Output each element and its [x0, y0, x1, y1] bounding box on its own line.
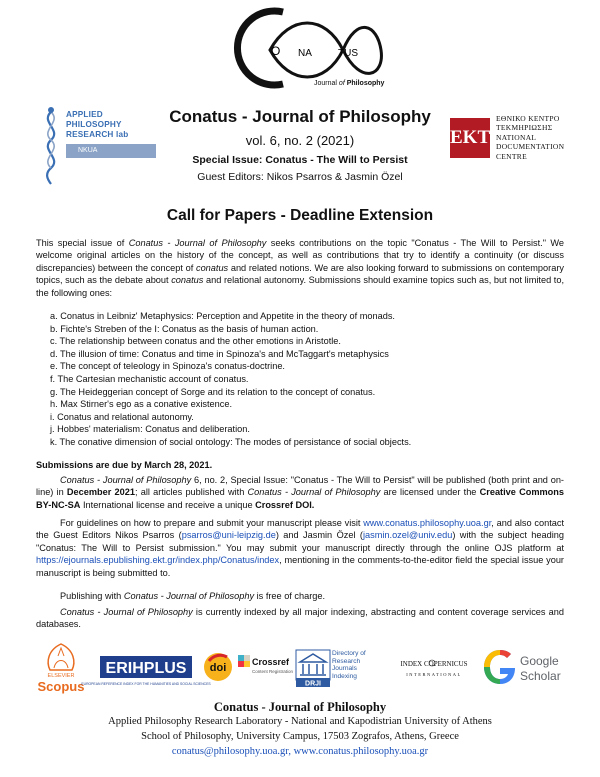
guest-editors: Guest Editors: Nikos Psarros & Jasmin Özel	[197, 171, 403, 183]
list-item: c. The relationship between conatus and the other emotions in Aristotle.	[50, 336, 341, 347]
psarros-email-link[interactable]: psarros@uni-leipzig.de	[181, 530, 276, 541]
erihplus-logo	[81, 640, 211, 694]
journal-title: Conatus - Journal of Philosophy	[169, 107, 431, 126]
doi-crossref-logo	[200, 640, 296, 694]
indexing-notice: Conatus - Journal of Philosophy is currently indexed by all major indexing, abstracting and content coverage services and databases.	[36, 607, 565, 630]
ozel-email-link[interactable]: jasmin.ozel@univ.edu	[362, 530, 453, 541]
list-item: f. The Cartesian mechanistic account of conatus.	[50, 373, 249, 384]
logo-letter-tus: TUS	[338, 48, 358, 59]
svg-text:ELSEVIER: ELSEVIER	[47, 673, 75, 679]
svg-text:INTERNATIONAL: INTERNATIONAL	[406, 672, 462, 677]
svg-text:EUROPEAN REFERENCE INDEX FOR T: EUROPEAN REFERENCE INDEX FOR THE HUMANITIES AND SOCIAL SCIENCES	[81, 682, 211, 686]
svg-text:DRJI: DRJI	[305, 680, 321, 688]
ekt-box: EKT	[450, 118, 490, 158]
call-for-papers-heading: Call for Papers - Deadline Extension	[166, 207, 434, 224]
svg-text:Google: Google	[520, 654, 559, 668]
drji-logo: DRJI Directory of Research Journals Indexing	[294, 640, 384, 694]
footer-contact: conatus@philosophy.uoa.gr, www.conatus.philosophy.uoa.gr	[171, 746, 429, 757]
list-item: g. The Heideggerian concept of Sorge and its relation to the concept of conatus.	[50, 386, 376, 397]
logo-letter-o: O	[271, 44, 281, 58]
index-copernicus-logo	[390, 640, 478, 694]
footer-lab: Applied Philosophy Research Laboratory - National and Kapodistrian University of Athens	[108, 716, 492, 727]
deadline-notice: Submissions are due by March 28, 2021.	[36, 460, 213, 470]
journal-website-link[interactable]: www.conatus.philosophy.uoa.gr	[363, 518, 492, 528]
footer-email-link[interactable]: conatus@philosophy.uoa.gr	[171, 746, 289, 757]
footer-website-link[interactable]: www.conatus.philosophy.uoa.gr	[293, 746, 429, 757]
list-item: b. Fichte's Streben of the I: Conatus as the basis of human action.	[50, 323, 319, 334]
volume-info: vol. 6, no. 2 (2021)	[245, 133, 355, 148]
google-scholar-logo	[482, 640, 568, 694]
svg-text:Crossref: Crossref	[252, 657, 290, 667]
svg-text:Scopus: Scopus	[37, 679, 85, 694]
lab-logo-bar: NKUA	[66, 144, 156, 158]
logo-letter-na: NA	[298, 48, 312, 59]
logo-journal-caption: Journal of Philosophy	[314, 80, 385, 87]
list-item: i. Conatus and relational autonomy.	[50, 411, 194, 422]
free-of-charge-notice: Publishing with Conatus - Journal of Philosophy is free of charge.	[60, 591, 326, 601]
scopus-logo	[36, 640, 86, 694]
guidelines-paragraph: For guidelines on how to prepare and submit your manuscript please visit www.conatus.philosophy.uoa.gr, and also contact the Guest Editors Nikos Psarros (psarros@uni-leipzig.de) and Jasmin Özel (jasmin.ozel@univ.edu) with the subject heading "Conatus: The Will to Persist submission." You may submit your manuscript directly through the online OJS platform at https://ejournals.epublishing.ekt.gr/index.php/Conatus/index, mentioning in the comments-to-the-editor field the special issue your manuscript is being submitted to.	[36, 518, 564, 578]
svg-text:Content Registration: Content Registration	[252, 669, 294, 674]
applied-philosophy-lab-logo: APPLIED PHILOSOPHY RESEARCH lab NKUA	[36, 104, 156, 186]
ojs-platform-link[interactable]: https://ejournals.epublishing.ekt.gr/index.php/Conatus/index	[36, 555, 280, 566]
list-item: k. The conative dimension of social ontology: The modes of persistance of social objects.	[50, 436, 412, 447]
topics-list	[50, 310, 550, 449]
svg-text:doi: doi	[209, 662, 227, 674]
ekt-logo: EKT ΕΘΝΙΚΟ ΚΕΝΤΡΟ ΤΕΚΜΗΡΙΩΣΗΣ NATIONAL DOCUMENTATION CENTRE	[450, 114, 565, 161]
list-item: j. Hobbes' materialism: Conatus and deliberation.	[50, 424, 250, 435]
svg-text:Scholar: Scholar	[520, 669, 561, 683]
footer-address: School of Philosophy, University Campus, 17503 Zografos, Athens, Greece	[141, 731, 459, 742]
list-item: d. The illusion of time: Conatus and time in Spinoza's and McTaggart's metaphysics	[50, 348, 389, 359]
list-item: h. Max Stirner's ego as a conative existence.	[50, 399, 233, 410]
svg-text:ERIHPLUS: ERIHPLUS	[105, 660, 187, 677]
special-issue-title: Special Issue: Conatus - The Will to Persist	[192, 154, 408, 166]
publication-paragraph: Conatus - Journal of Philosophy 6, no. 2, Special Issue: "Conatus - The Will to Persist" will be published (both print and on-line) in December 2021; all articles published with Conatus - Journal of Philosophy are licensed under the Creative Commons BY-NC-SA International license and receive a unique Crossref DOI.	[36, 475, 565, 510]
svg-text:INDEX COPERNICUS: INDEX COPERNICUS	[400, 660, 468, 668]
list-item: a. Conatus in Leibniz' Metaphysics: Perception and Appetite in the theory of monads.	[50, 311, 395, 321]
footer-title: Conatus - Journal of Philosophy	[213, 700, 387, 714]
intro-paragraph: This special issue of Conatus - Journal of Philosophy seeks contributions on the topic "Conatus - The Will to Persist." We welcome original articles on the history of the concept, as well as contributions that try to identify a continuity (or discuss discrepancies) between the concept of conatus and related notions. We are also looking forward to submissions on contemporary topics, such as the debate about conatus and relational autonomy. Submissions should examine topics such as, but not limited to, the following ones:	[36, 238, 565, 298]
list-item: e. The concept of teleology in Spinoza's conatus-doctrine.	[50, 361, 285, 372]
